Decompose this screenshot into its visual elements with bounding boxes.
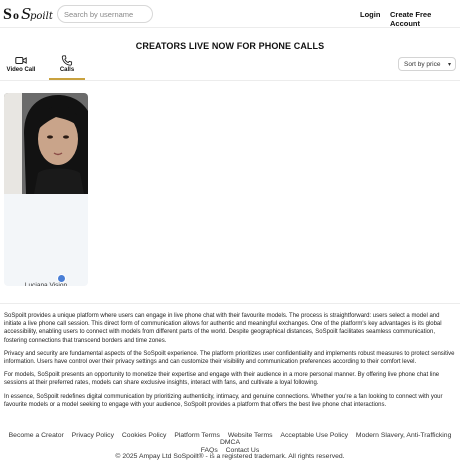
site-header <box>0 0 460 28</box>
tab-calls-label: Calls <box>59 67 75 73</box>
footer-link-acceptable-use[interactable]: Acceptable Use Policy <box>280 432 349 439</box>
chevron-down-icon: ▾ <box>447 62 451 68</box>
footer-link-website-terms[interactable]: Website Terms <box>227 432 273 439</box>
divider <box>0 303 460 304</box>
create-free-account-link[interactable]: Create Free Account <box>390 10 432 28</box>
phone-icon <box>61 55 73 66</box>
search-input[interactable] <box>57 5 153 23</box>
description-paragraph: For models, SoSpoilt presents an opportunity to monetize their expertise and engage with their audience in a more personal manner. By offering live phone chat line sessions at their preferred rates, models can share exclusive insights, interact with fans, and cultivate a loyal following. <box>4 372 440 387</box>
tab-video-call-label: Video Call <box>6 67 36 73</box>
footer-link-modern-slavery[interactable]: Modern Slavery, Anti-Trafficking <box>355 432 452 439</box>
tab-calls[interactable] <box>49 55 85 79</box>
svg-text:S: S <box>21 5 32 23</box>
creator-name: Luciana Vision <box>24 282 68 289</box>
sort-select[interactable] <box>398 57 456 71</box>
login-link[interactable]: Login <box>360 10 381 19</box>
creator-photo[interactable] <box>4 93 88 194</box>
creator-name-logo <box>4 279 88 289</box>
footer-link-contact-us[interactable]: Contact Us <box>225 447 260 454</box>
tab-video-call[interactable] <box>4 55 38 79</box>
footer-link-faqs[interactable]: FAQs <box>200 447 218 454</box>
footer-link-dmca[interactable]: DMCA <box>219 439 240 446</box>
divider <box>0 80 460 81</box>
description-paragraph: In essence, SoSpoilt redefines digital communication by prioritizing authenticity, intimacy, and genuine connections. Whether you're a fan looking to connect with your favourite models or a model seeking to engage with your audience, SoSpoilt provides a platform that offers the best live phone chat interactions. <box>4 393 443 408</box>
description-section <box>4 312 457 414</box>
svg-text:o: o <box>13 8 19 22</box>
description-paragraph: SoSpoilt provides a unique platform where users can engage in live phone chat with their favourite models. The process is straightforward: users select a model and initiate a live phone call session. This direct form of communication allows for authentic and meaningful exchanges. One of the platform's key advantages is its global accessibility, enabling users to connect with models from different parts of the world. Despite geographical distances, SoSpoilt facilitates seamless communication, fostering connections that transcend borders and time zones. <box>4 313 442 344</box>
sort-select-value: Sort by price <box>404 61 441 68</box>
video-camera-icon <box>15 55 27 66</box>
page-title: CREATORS LIVE NOW FOR PHONE CALLS <box>135 41 325 51</box>
copyright: © 2025 Ampay Ltd SoSpoilt® - is a registered trademark. All rights reserved. <box>115 453 345 460</box>
footer-link-become-creator[interactable]: Become a Creator <box>8 432 64 439</box>
footer-links <box>0 432 460 454</box>
footer-link-privacy-policy[interactable]: Privacy Policy <box>71 432 114 439</box>
svg-text:poilt: poilt <box>30 11 53 22</box>
footer-link-cookies-policy[interactable]: Cookies Policy <box>121 432 167 439</box>
footer-link-platform-terms[interactable]: Platform Terms <box>174 432 220 439</box>
sospoilt-logo[interactable] <box>2 2 56 26</box>
creator-card[interactable] <box>4 93 88 289</box>
description-paragraph: Privacy and security are fundamental aspects of the SoSpoilt experience. The platform prioritizes user confidentiality and implements robust measures to protect sensitive information. Users have control over their privacy settings and can customize their visibility and communication preferences according to their comfort level. <box>4 350 455 366</box>
svg-text:S: S <box>3 6 12 23</box>
